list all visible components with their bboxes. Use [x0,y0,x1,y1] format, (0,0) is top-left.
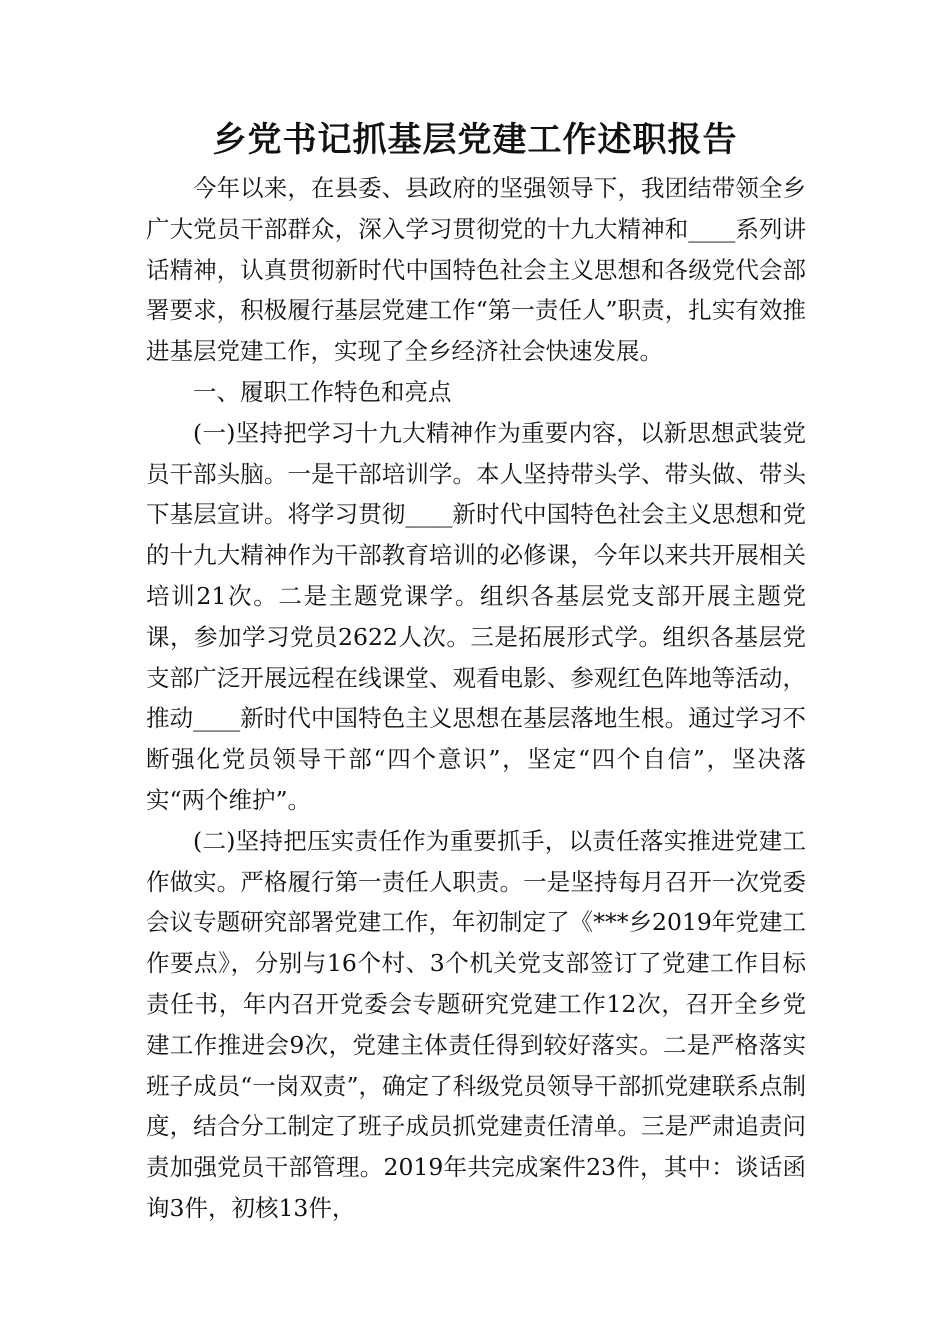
paragraph-intro: 今年以来，在县委、县政府的坚强领导下，我团结带领全乡广大党员干部群众，深入学习贯彻党的十九大精神和____系列讲话精神，认真贯彻新时代中国特色社会主义思想和各级党代会部署要求，积极履行基层党建工作“第一责任人”职责，扎实有效推进基层党建工作，实现了全乡经济社会快速发展。 [146,174,806,366]
document-title: 乡党书记抓基层党建工作述职报告 [212,120,738,160]
section-heading: 一、履职工作特色和亮点 [193,377,452,406]
document-body [146,168,806,1229]
paragraph-study: (一)坚持把学习十九大精神作为重要内容，以新思想武装党员干部头脑。一是干部培训学。本人坚持带头学、带头做、带头下基层宣讲。将学习贯彻____新时代中国特色社会主义思想和党的十九大精神作为干部教育培训的必修课，今年以来共开展相关培训21次。二是主题党课学。组织各基层党支部开展主题党课，参加学习党员2622人次。三是拓展形式学。组织各基层党支部广泛开展远程在线课堂、观看电影、参观红色阵地等活动，推动____新时代中国特色主义思想在基层落地生根。通过学习不断强化党员领导干部“四个意识”，坚定“四个自信”，坚决落实“两个维护”。 [146,418,806,814]
paragraph-responsibility: (二)坚持把压实责任作为重要抓手，以责任落实推进党建工作做实。严格履行第一责任人职责。一是坚持每月召开一次党委会议专题研究部署党建工作，年初制定了《***乡2019年党建工作要点》，分别与16个村、3个机关党支部签订了党建工作目标责任书，年内召开党委会专题研究党建工作12次，召开全乡党建工作推进会9次，党建主体责任得到较好落实。二是严格落实班子成员“一岗双责”，确定了科级党员领导干部抓党建联系点制度，结合分工制定了班子成员抓党建责任清单。三是严肃追责问责加强党员干部管理。2019年共完成案件23件，其中：谈话函询3件，初核13件， [146,826,806,1222]
